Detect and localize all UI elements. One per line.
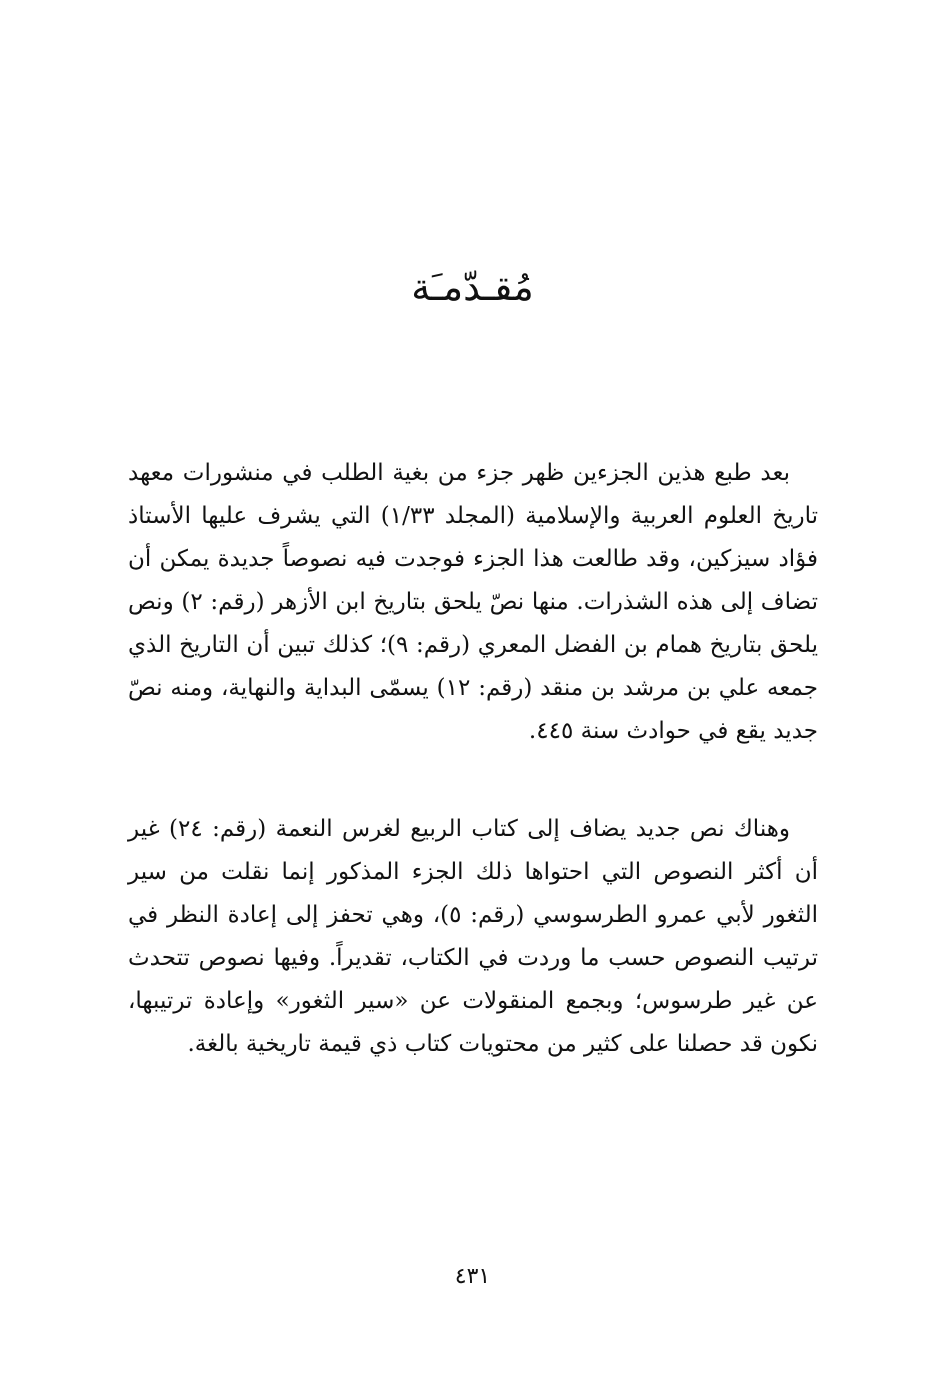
paragraph-block-2 (128, 808, 818, 1066)
paragraph: بعد طبع هذين الجزءين ظهر جزء من بغية الطلب في منشورات معهد تاريخ العلوم العربية والإسلامية (المجلد ١/٣٣) التي يشرف عليها الأستاذ فؤاد سيزكين، وقد طالعت هذا الجزء فوجدت فيه نصوصاً جديدة يمكن أن تضاف إلى هذه الشذرات. منها نصّ يلحق بتاريخ ابن الأزهر (رقم: ٢) ونص يلحق بتاريخ همام بن الفضل المعري (رقم: ٩)؛ كذلك تبين أن التاريخ الذي جمعه علي بن مرشد بن منقد (رقم: ١٢) يسمّى البداية والنهاية، ومنه نصّ جديد يقع في حوادث سنة ٤٤٥. (128, 460, 819, 744)
page-number: ٤٣١ (454, 1264, 491, 1289)
paragraph: وهناك نص جديد يضاف إلى كتاب الربيع لغرس النعمة (رقم: ٢٤) غير أن أكثر النصوص التي احتواها ذلك الجزء المذكور إنما نقلت من سير الثغور لأبي عمرو الطرسوسي (رقم: ٥)، وهي تحفز إلى إعادة النظر في ترتيب النصوص حسب ما وردت في الكتاب، تقديراً. وفيها نصوص تتحدث عن غير طرسوس؛ وبجمع المنقولات عن «سير الثغور» وإعادة ترتيبها، نكون قد حصلنا على كثير من محتويات كتاب ذي قيمة تاريخية بالغة. (128, 816, 818, 1057)
page-title: مُقـدّمـَة (411, 265, 534, 309)
paragraph-block-1 (128, 452, 818, 753)
